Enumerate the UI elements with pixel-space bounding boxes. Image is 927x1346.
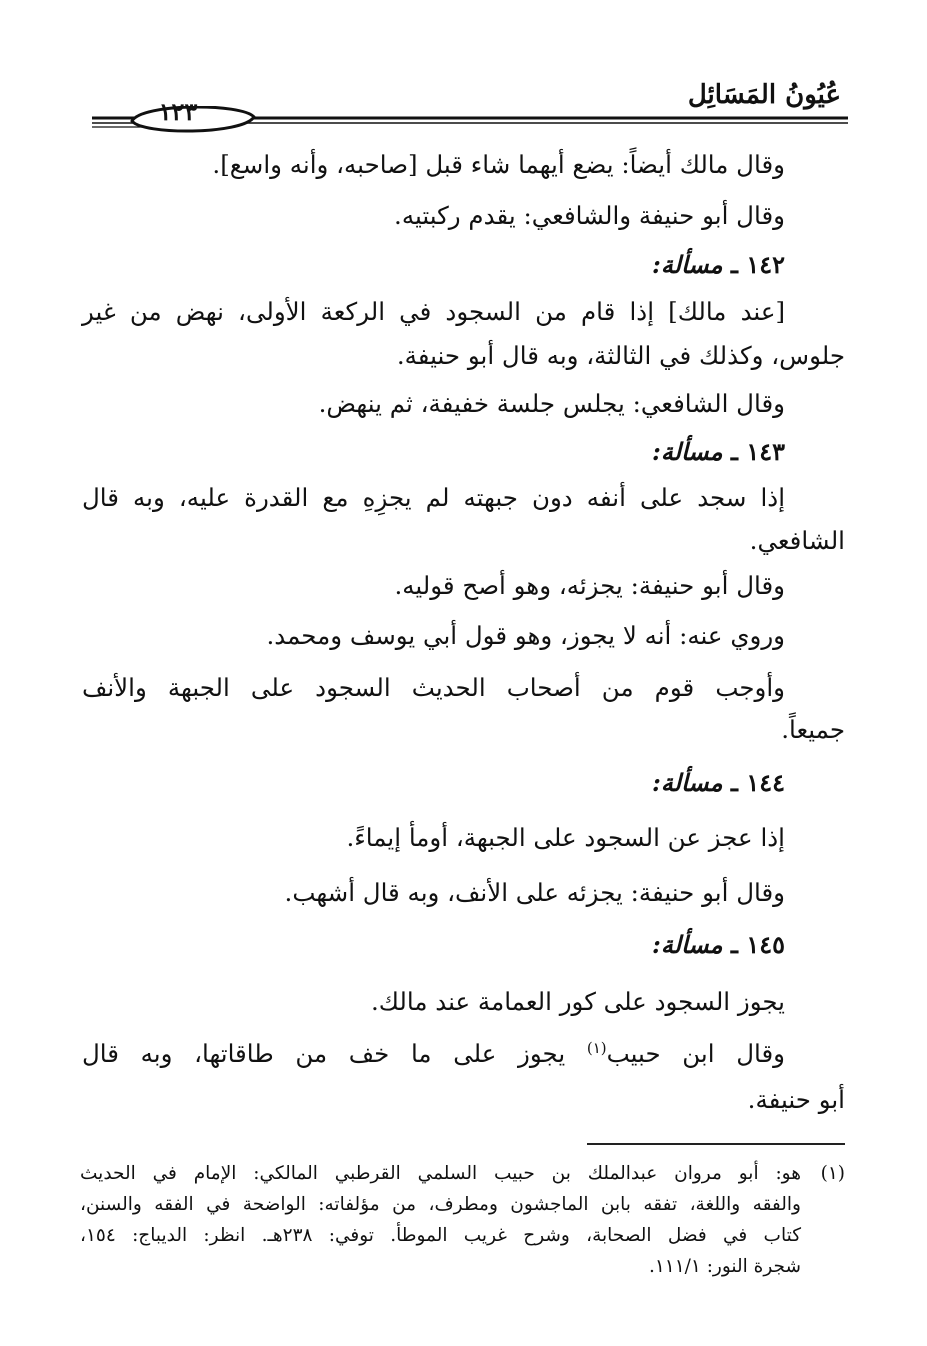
paragraph-line: وروي عنه: أنه لا يجوز، وهو قول أبي يوسف ومحمد. bbox=[266, 621, 785, 650]
paragraph-line: إذا سجد على أنفه دون جبهته لم يجزِهِ مع القدرة عليه، وبه قال bbox=[82, 483, 785, 512]
footnote-reference[interactable]: (١) bbox=[586, 1038, 607, 1057]
page-number: ١٢٣ bbox=[158, 97, 198, 126]
issue-label: مسألة: bbox=[651, 250, 723, 279]
issue-heading: ١٤٢ ـ مسألة: bbox=[651, 250, 785, 279]
footnote-separator bbox=[587, 1143, 845, 1145]
footnote-marker: (١) bbox=[820, 1163, 845, 1184]
issue-label: مسألة: bbox=[651, 768, 723, 797]
paragraph-line: وقال أبو حنيفة والشافعي: يقدم ركبتيه. bbox=[394, 201, 785, 230]
paragraph-line: وأوجب قوم من أصحاب الحديث السجود على الجبهة والأنف bbox=[82, 673, 785, 702]
issue-heading: ١٤٤ ـ مسألة: bbox=[651, 768, 785, 797]
line-end: يجوز على ما خف من طاقاتها، وبه قال bbox=[82, 1039, 566, 1068]
paragraph-line: يجوز السجود على كور العمامة عند مالك. bbox=[371, 987, 785, 1016]
paragraph-line bbox=[82, 1034, 845, 1074]
paragraph-line: وقال أبو حنيفة: يجزئه على الأنف، وبه قال أشهب. bbox=[284, 878, 785, 907]
paragraph-line: وقال أبو حنيفة: يجزئه، وهو أصح قوليه. bbox=[394, 571, 785, 600]
issue-heading: ١٤٥ ـ مسألة: bbox=[651, 930, 785, 959]
issue-heading: ١٤٣ ـ مسألة: bbox=[651, 437, 785, 466]
footnote-line: والفقه واللغة، تفقه بابن الماجشون ومطرف، من مؤلفاته: الواضحة في الفقه والسنن، bbox=[80, 1194, 801, 1215]
issue-number: ١٤٣ bbox=[746, 437, 785, 466]
paragraph-line: جلوس، وكذلك في الثالثة، وبه قال أبو حنيفة. bbox=[396, 341, 845, 370]
line-start: وقال ابن حبيب bbox=[606, 1039, 786, 1068]
running-title: عُيُونُ المَسَائِل bbox=[687, 80, 841, 110]
footnote bbox=[80, 1158, 845, 1282]
footnote-line: هو: أبو مروان عبدالملك بن حبيب السلمي القرطبي المالكي: الإمام في الحديث bbox=[80, 1163, 801, 1184]
footnote-line: شجرة النور: ١١١/١. bbox=[648, 1256, 801, 1277]
issue-label: مسألة: bbox=[651, 437, 723, 466]
paragraph-line: الشافعي. bbox=[749, 526, 845, 555]
issue-number: ١٤٥ bbox=[746, 930, 785, 959]
paragraph-line: جميعاً. bbox=[781, 715, 845, 744]
paragraph-line: وقال الشافعي: يجلس جلسة خفيفة، ثم ينهض. bbox=[318, 389, 785, 418]
paragraph-line: إذا عجز عن السجود على الجبهة، أومأ إيماءً. bbox=[346, 823, 785, 852]
issue-number: ١٤٢ bbox=[746, 250, 785, 279]
issue-label: مسألة: bbox=[651, 930, 723, 959]
footnote-first-row bbox=[80, 1158, 845, 1189]
footnote-line: كتاب في فضل الصحابة، وشرح غريب الموطأ. توفي: ٢٣٨هـ. انظر: الديباج: ١٥٤، bbox=[80, 1225, 801, 1246]
paragraph-line: [عند مالك] إذا قام من السجود في الركعة الأولى، نهض من غير bbox=[82, 297, 785, 326]
issue-number: ١٤٤ bbox=[746, 768, 785, 797]
paragraph-line: وقال مالك أيضاً: يضع أيهما شاء قبل [صاحبه، وأنه واسع]. bbox=[212, 150, 785, 179]
paragraph-line: أبو حنيفة. bbox=[747, 1085, 845, 1114]
